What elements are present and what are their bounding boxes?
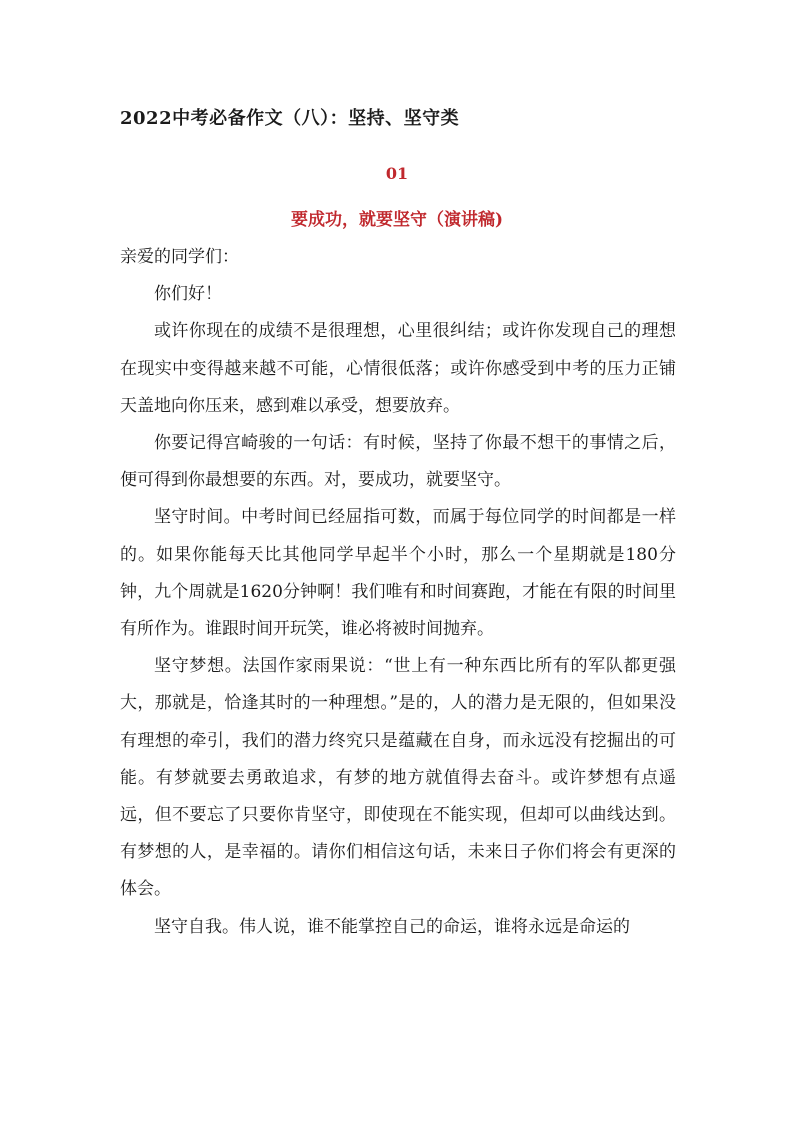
section-number: 01 bbox=[385, 164, 409, 183]
paragraph-keep-dream: 坚守梦想。法国作家雨果说：“世上有一种东西比所有的军队都更强大，那就是，恰逢其时的一种理想。”是的，人的潜力是无限的，但如果没有理想的牵引，我们的潜力终究只是蕴藏在自身，而永远没有挖掘出的可能。有梦就要去勇敢追求，有梦的地方就值得去奋斗。或许梦想有点遥远，但不要忘了只要你肯坚守，即使现在不能实现，但却可以曲线达到。有梦想的人，是幸福的。请你们相信这句话，未来日子你们将会有更深的体会。 bbox=[120, 656, 676, 900]
paragraph-intro: 或许你现在的成绩不是很理想，心里很纠结；或许你发现自己的理想在现实中变得越来越不可能，心情很低落；或许你感受到中考的压力正铺天盖地向你压来，感到难以承受，想要放弃。 bbox=[120, 321, 676, 416]
salutation: 亲爱的同学们： bbox=[120, 247, 239, 267]
paragraph-keep-time: 坚守时间。中考时间已经屈指可数，而属于每位同学的时间都是一样的。如果你能每天比其他同学早起半个小时，那么一个星期就是180分钟，九个周就是1620分钟啊！我们唯有和时间赛跑，才能在有限的时间里有所作为。谁跟时间开玩笑，谁必将被时间抛弃。 bbox=[120, 507, 676, 640]
article-body bbox=[120, 239, 676, 946]
paragraph-quote: 你要记得宫崎骏的一句话：有时候，坚持了你最不想干的事情之后，便可得到你最想要的东西。对，要成功，就要坚守。 bbox=[120, 433, 676, 491]
paragraph-greeting: 你们好！ bbox=[154, 284, 222, 305]
document-title: 2022中考必备作文（八）：坚持、坚守类 bbox=[120, 108, 460, 129]
paragraph-keep-self: 坚守自我。伟人说，谁不能掌控自己的命运，谁将永远是命运的 bbox=[154, 916, 630, 937]
section-title: 要成功，就要坚守（演讲稿) bbox=[290, 210, 504, 230]
